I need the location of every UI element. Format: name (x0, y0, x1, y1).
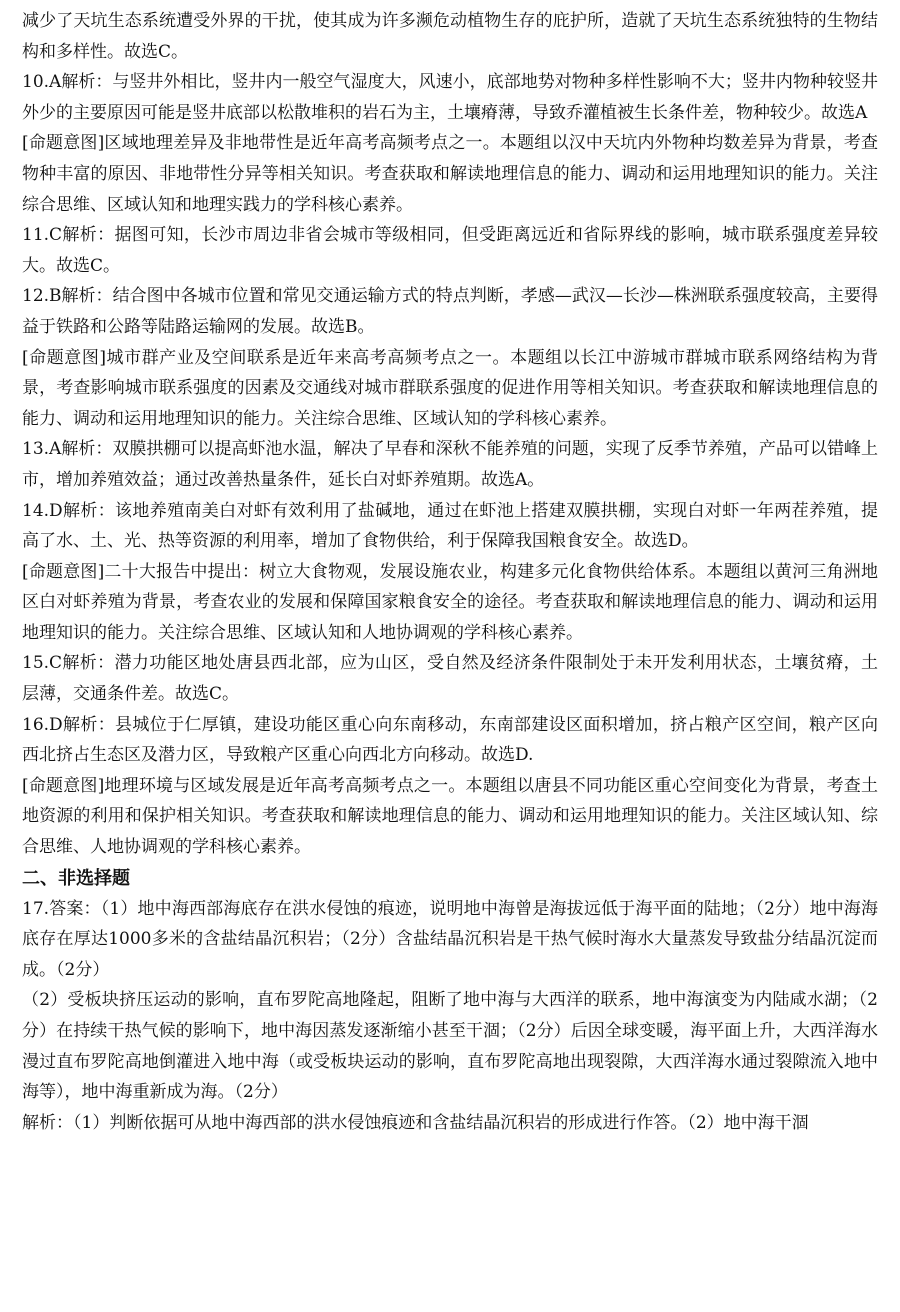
answer-15: 15.C解析：潜力功能区地处唐县西北部，应为山区，受自然及经济条件限制处于未开发利用状态，土壤贫瘠，土层薄，交通条件差。故选C。 (22, 653, 878, 705)
section-heading: 二、非选择题 (22, 867, 130, 889)
paragraph-continuation: 减少了天坑生态系统遭受外界的干扰，使其成为许多濒危动植物生存的庇护所，造就了天坑生态系统独特的生物结构和多样性。故选C。 (22, 11, 878, 62)
answer-13: 13.A解析：双膜拱棚可以提高虾池水温，解决了早春和深秋不能养殖的问题，实现了反季节养殖，产品可以错峰上市，增加养殖效益；通过改善热量条件，延长白对虾养殖期。故选A。 (22, 439, 878, 490)
answer-12: 12.B解析：结合图中各城市位置和常见交通运输方式的特点判断，孝感—武汉—长沙—株洲联系强度较高，主要得益于铁路和公路等陆路运输网的发展。故选B。 (22, 286, 878, 337)
intent-note-1: [命题意图]区域地理差异及非地带性是近年高考高频考点之一。本题组以汉中天坑内外物种均数差异为背景，考查物种丰富的原因、非地带性分异等相关知识。考查获取和解读地理信息的能力、调动和运用地理知识的能力。关注综合思维、区域认知和地理实践力的学科核心素养。 (22, 133, 878, 215)
answer-14: 14.D解析：该地养殖南美白对虾有效利用了盐碱地，通过在虾池上搭建双膜拱棚，实现白对虾一年两茬养殖，提高了水、土、光、热等资源的利用率，增加了食物供给，利于保障我国粮食安全。故选D。 (22, 500, 878, 552)
answer-11: 11.C解析：据图可知，长沙市周边非省会城市等级相同，但受距离远近和省际界线的影响，城市联系强度差异较大。故选C。 (22, 225, 878, 276)
answer-16: 16.D解析：县城位于仁厚镇，建设功能区重心向东南移动，东南部建设区面积增加，挤占粮产区空间，粮产区向西北挤占生态区及潜力区，导致粮产区重心向西北方向移动。故选D. (22, 714, 878, 766)
answer-17-part1: 17.答案：（1）地中海西部海底存在洪水侵蚀的痕迹，说明地中海曾是海拔远低于海平面的陆地；（2分）地中海海底存在厚达1000多米的含盐结晶沉积岩；（2分）含盐结晶沉积岩是干热气候时海水大量蒸发导致盐分结晶沉淀而成。（2分） (22, 898, 878, 980)
intent-note-3: [命题意图]二十大报告中提出：树立大食物观，发展设施农业，构建多元化食物供给体系。本题组以黄河三角洲地区白对虾养殖为背景，考查农业的发展和保障国家粮食安全的途径。考查获取和解读地理信息的能力、调动和运用地理知识的能力。关注综合思维、区域认知和人地协调观的学科核心素养。 (22, 561, 878, 643)
answer-10: 10.A解析：与竖井外相比，竖井内一般空气湿度大，风速小，底部地势对物种多样性影响不大；竖井内物种较竖井外少的主要原因可能是竖井底部以松散堆积的岩石为主，土壤瘠薄，导致乔灌植被生长条件差，物种较少。故选A (22, 72, 878, 123)
answer-17-analysis: 解析：（1）判断依据可从地中海西部的洪水侵蚀痕迹和含盐结晶沉积岩的形成进行作答。（2）地中海干涸 (22, 1112, 809, 1133)
intent-note-4: [命题意图]地理环境与区域发展是近年高考高频考点之一。本题组以唐县不同功能区重心空间变化为背景，考查土地资源的利用和保护相关知识。考查获取和解读地理信息的能力、调动和运用地理知识的能力。关注区域认知、综合思维、人地协调观的学科核心素养。 (22, 775, 878, 858)
intent-note-2: [命题意图]城市群产业及空间联系是近年来高考高频考点之一。本题组以长江中游城市群城市联系网络结构为背景，考查影响城市联系强度的因素及交通线对城市群联系强度的促进作用等相关知识。考查获取和解读地理信息的能力、调动和运用地理知识的能力。关注综合思维、区域认知的学科核心素养。 (22, 347, 878, 429)
answer-17-part2: （2）受板块挤压运动的影响，直布罗陀高地隆起，阻断了地中海与大西洋的联系，地中海演变为内陆咸水湖；（2分）在持续干热气候的影响下，地中海因蒸发逐渐缩小甚至干涸；（2分）后因全球变暖，海平面上升，大西洋海水漫过直布罗陀高地倒灌进入地中海（或受板块运动的影响，直布罗陀高地出现裂隙，大西洋海水通过裂隙流入地中海等），地中海重新成为海。（2分） (22, 990, 878, 1103)
